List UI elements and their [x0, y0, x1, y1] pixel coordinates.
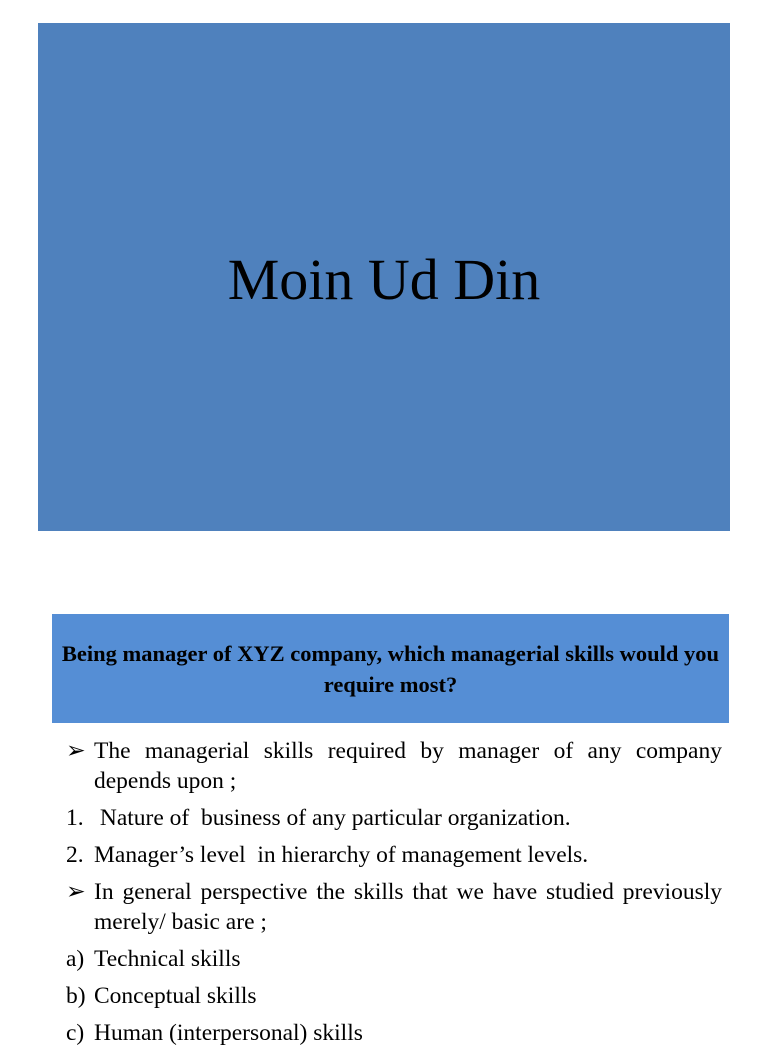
list-item	[66, 1018, 722, 1048]
question-header	[52, 614, 729, 723]
list-item-text: Human (interpersonal) skills	[94, 1020, 363, 1046]
title-slide	[38, 23, 730, 531]
list-item-text: In general perspective the skills that we have studied previously merely/ basic are ;	[94, 879, 722, 935]
list-item	[66, 877, 722, 937]
list-item	[66, 840, 722, 870]
list-item	[66, 944, 722, 974]
arrow-bullet-icon: ➢	[66, 879, 86, 905]
list-item-text: Nature of business of any particular organization.	[94, 805, 571, 831]
arrow-bullet-icon: ➢	[66, 738, 86, 764]
list-letter: a)	[66, 946, 85, 972]
list-number: 1.	[66, 805, 84, 831]
slide-title: Moin Ud Din	[227, 246, 541, 312]
list-item-text: The managerial skills required by manager of any company depends upon ;	[94, 738, 722, 794]
list-item	[66, 981, 722, 1011]
question-text: Being manager of XYZ company, which managerial skills would you require most?	[61, 640, 720, 697]
list-item	[66, 736, 722, 796]
list-letter: b)	[66, 983, 86, 1009]
list-letter: c)	[66, 1020, 85, 1046]
slide-body	[66, 736, 722, 1055]
list-number: 2.	[66, 842, 84, 868]
list-item-text: Technical skills	[94, 946, 241, 972]
list-item-text: Manager’s level in hierarchy of management levels.	[94, 842, 589, 868]
list-item	[66, 803, 722, 833]
list-item-text: Conceptual skills	[94, 983, 257, 1009]
